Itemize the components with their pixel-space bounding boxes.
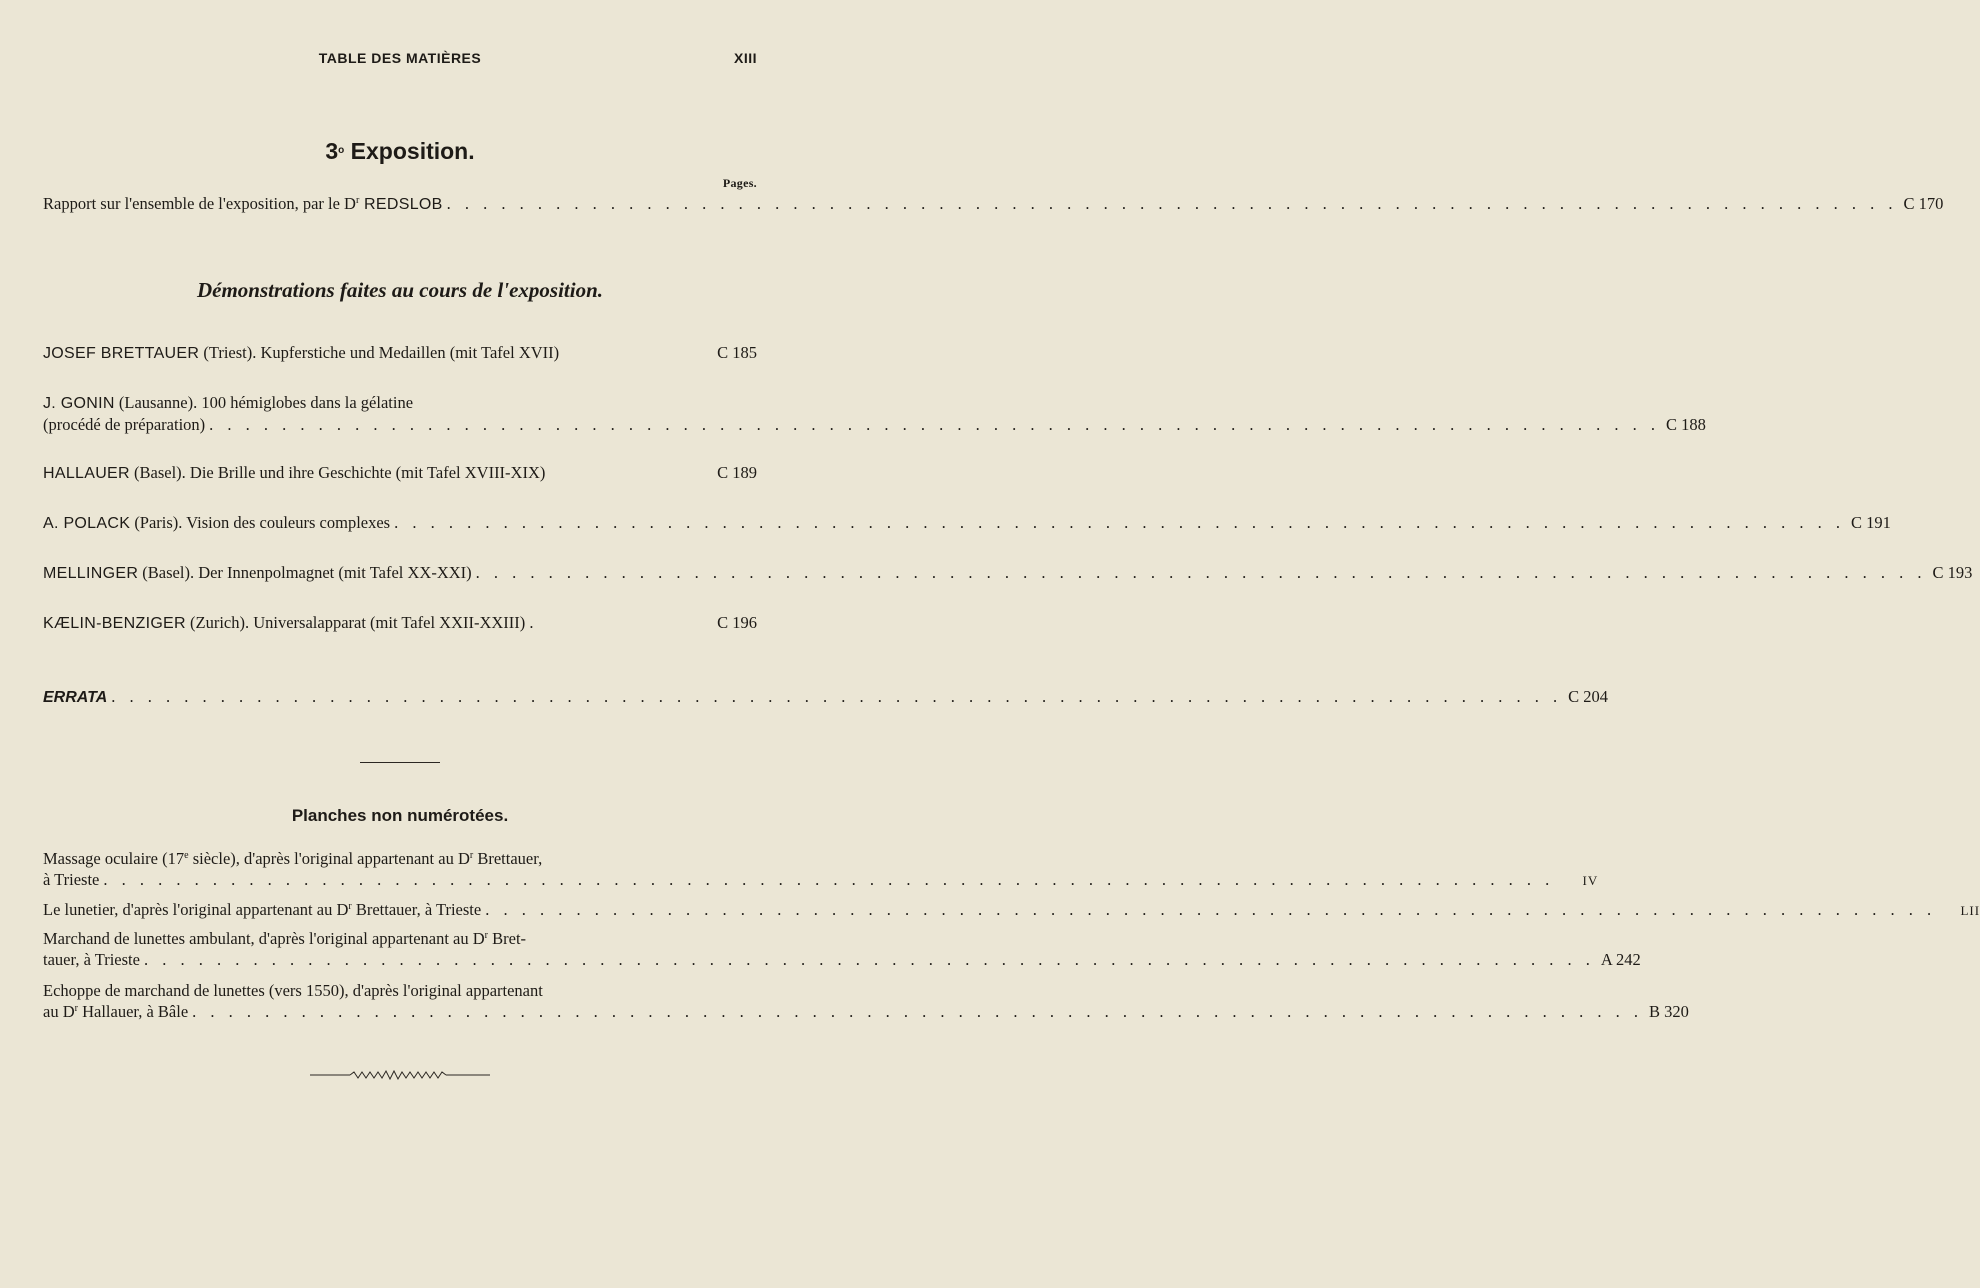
entry-text-continued: à Trieste [43,870,100,889]
dot-leader: . . . . . . . . . . . . . . . . . . . . . . . . . . . . . . . . . . . . . . . . . . . . . . . . . . . . . . . . . . . . . . . . . . . . . . . . . . . . . . . . [143,950,1595,969]
entry-page: C 188 [1666,415,1706,434]
dot-leader: . . . . . . . . . . . . . . . . . . . . . . . . . . . . . . . . . . . . . . . . . . . . . . . . . . . . . . . . . . . . . . . . . . . . . . . . . . . . . . . . [192,1002,1644,1021]
entry-text: Marchand de lunettes ambulant, d'après l'original appartenant au $D^r$ Bret- [43,929,527,948]
toc-entry-massage-oculaire[interactable] [43,848,1599,891]
section-heading-demonstrations: Démonstrations faites au cours de l'exposition. [196,278,604,302]
entry-page: IV [1582,873,1599,888]
toc-entry-brettauer[interactable] [43,342,757,364]
toc-entry-rapport[interactable] [43,193,1944,215]
toc-entry-polack[interactable] [43,512,1891,534]
entry-page: A 242 [1600,950,1641,969]
entry-page: C 193 [1932,563,1973,582]
toc-entry-errata[interactable] [43,686,1609,708]
section-number: 3 [325,138,339,164]
running-head [0,50,800,70]
entry-text: J. GONIN (Lausanne). 100 hémiglobes dans la gélatine [43,393,414,412]
entry-page: C 191 [1850,513,1891,532]
toc-entry-echoppe[interactable] [43,980,1689,1022]
dot-leader: . . . . . . . . . . . . . . . . . . . . . . . . . . . . . . . . . . . . . . . . . . . . . . . . . . . . . . . . . . . . . . . . . . . . . . . . . . . . . . . . [111,687,1563,706]
entry-text: Massage oculaire (17e siècle), d'après l'original appartenant au $D^r$ Brettauer, [43,849,543,868]
section-number-suffix: o [338,145,345,156]
entry-page: C 196 [717,613,757,632]
toc-entry-gonin[interactable] [43,392,1706,435]
toc-entry-lunetier[interactable] [43,899,1980,921]
section-divider [360,762,440,763]
entry-text: Le lunetier, d'après l'original appartenant au $D^r$ Brettauer, à Trieste [43,900,482,919]
dot-leader: . . . . . . . . . . . . . . . . . . . . . . . . . . . . . . . . . . . . . . . . . . . . . . . . . . . . . . . . . . . . . . . . . . . . . . . . . . . . . . . . [209,415,1661,434]
running-head-title: TABLE DES MATIÈRES [318,50,482,66]
toc-entry-marchand-ambulant[interactable] [43,928,1641,970]
dot-leader: . . . . . . . . . . . . . . . . . . . . . . . . . . . . . . . . . . . . . . . . . . . . . . . . . . . . . . . . . . . . . . . . . . . . . . . . . . . . . . . . [485,900,1937,919]
entry-page: C 204 [1568,687,1609,706]
entry-text: KÆLIN-BENZIGER (Zurich). Universalapparat (mit Tafel XXII-XXIII) . [43,613,534,632]
entry-text: Rapport sur l'ensemble de l'exposition, par le $D^r$ REDSLOB [43,194,443,213]
entry-text: JOSEF BRETTAUER (Triest). Kupferstiche und Medaillen (mit Tafel XVII) [43,343,560,362]
entry-page: C 170 [1903,194,1944,213]
section-heading-planches: Planches non numérotées. [291,806,509,825]
entry-text-continued: tauer, à Trieste [43,950,140,969]
errata-label: ERRATA [43,689,108,706]
entry-text: MELLINGER (Basel). Der Innenpolmagnet (mit Tafel XX-XXI) [43,563,472,582]
entry-page: B 320 [1649,1002,1689,1021]
dot-leader: . . . . . . . . . . . . . . . . . . . . . . . . . . . . . . . . . . . . . . . . . . . . . . . . . . . . . . . . . . . . . . . . . . . . . . . . . . . . . . . . [446,194,1898,213]
toc-entry-mellinger[interactable] [43,562,1973,584]
section-heading-exposition [0,138,800,165]
dot-leader: . . . . . . . . . . . . . . . . . . . . . . . . . . . . . . . . . . . . . . . . . . . . . . . . . . . . . . . . . . . . . . . . . . . . . . . . . . . . . . . . [394,513,1845,532]
entry-text: A. POLACK (Paris). Vision des couleurs complexes [43,513,391,532]
pages-column-label: Pages. [722,176,757,190]
toc-entry-kaelin-benziger[interactable] [43,612,757,634]
entry-text-continued: (procédé de préparation) [43,415,206,434]
entry-page: C 189 [717,463,757,482]
entry-page: LII [1960,903,1980,918]
entry-text: HALLAUER (Basel). Die Brille und ihre Geschichte (mit Tafel XVIII-XIX) [43,463,546,482]
section-title: Exposition. [350,138,475,164]
entry-text: Echoppe de marchand de lunettes (vers 1550), d'après l'original appartenant [43,981,543,1000]
dot-leader: . . . . . . . . . . . . . . . . . . . . . . . . . . . . . . . . . . . . . . . . . . . . . . . . . . . . . . . . . . . . . . . . . . . . . . . . . . . . . . . . [475,563,1927,582]
toc-entry-hallauer[interactable] [43,462,757,484]
entry-text-continued: au $D^r$ Hallauer, à Bâle [43,1002,189,1021]
ornament-tailpiece [310,1068,490,1082]
page-number: XIII [733,50,757,66]
entry-page: C 185 [717,343,757,362]
dot-leader: . . . . . . . . . . . . . . . . . . . . . . . . . . . . . . . . . . . . . . . . . . . . . . . . . . . . . . . . . . . . . . . . . . . . . . . . . . . . . . . . [103,870,1555,889]
